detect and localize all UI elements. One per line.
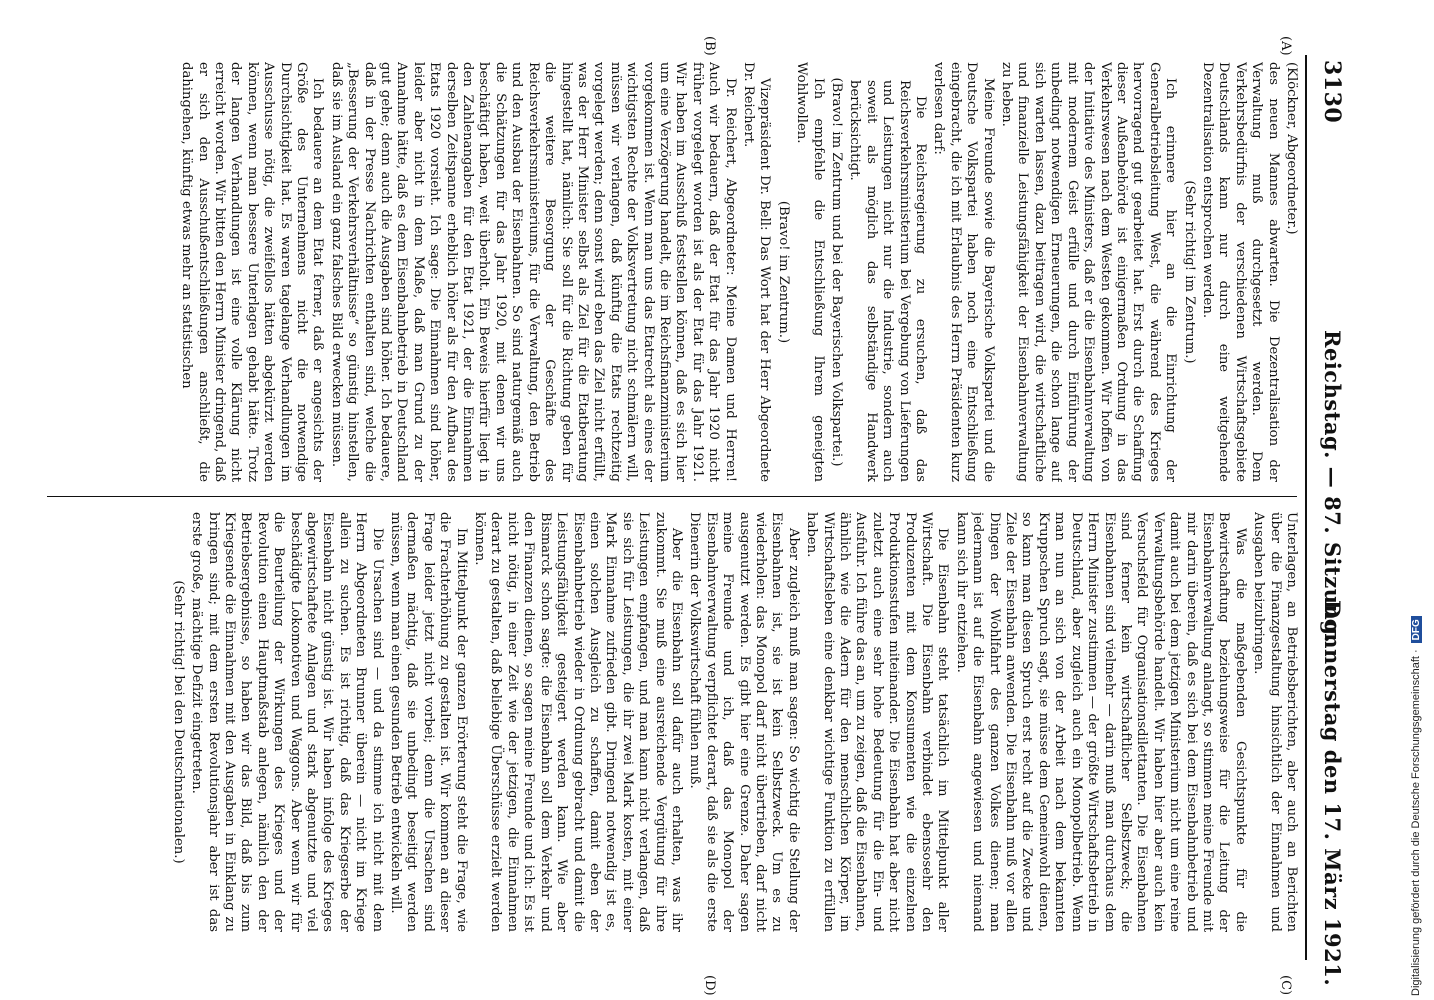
left-text-column <box>39 62 1299 482</box>
resolution-quote: Die Reichsregierung zu ersuchen, daß das Reichsverkehrsministerium bei Vergebung von Lieferungen und Leistungen nicht nur die Industrie, sondern auch soweit als möglich das selbständige Handwerk berücksichtigt. <box>847 80 929 482</box>
interjection: (Sehr richtig! bei den Deutschnationalen.) <box>170 580 186 864</box>
paragraph: Was die maßgebenden Gesichtspunkte für die Bewirtschaftung beziehungsweise für die Leitung der Eisenbahnverwaltung anlangt, so stimmen meine Freunde mit mir darin überein, daß es sich bei dem Eisenbahnbetrieb und damit auch bei dem jetzigen Ministerium nicht um eine reine Verwaltungsbehörde handelt. Wir haben hier aber auch kein Versuchsfeld für Organisationsdilettanten. Die Eisenbahnen sind ferner kein wirtschaftlicher Selbstzweck; die Eisenbahnen sind vielmehr — darin muß man durchaus dem Herrn Minister zustimmen — der größte Wirtschaftsbetrieb in Deutschland, aber zugleich auch ein Monopolbetrieb. Wenn man nun an sich von der Arbeit nach dem bekannten Kruppschen Spruch sagt, sie müsse dem Gemeinwohl dienen, so kann man diesen Spruch erst recht auf die Zwecke und Ziele der Eisenbahn anwenden. Die Eisenbahn muß vor allen Dingen der Wohlfahrt des ganzen Volkes dienen; man jedermann ist auf die Eisenbahn angewiesen und niemand kann sich ihr entziehen. <box>953 512 1248 932</box>
paragraph: Aber zugleich muß man sagen: So wichtig die Stellung der Eisenbahnen ist, sie ist kein Selbstzweck. Um es zu wiederholen: das Monopol darf nicht übertrieben, darf nicht ausgenutzt werden. Es gibt hier eine Grenze. Daher sagen meine Freunde und ich, daß das Monopol der Eisenbahnverwaltung verpflichtet derart, daß sie als die erste Dienerin der Volkswirtschaft fühlen muß. <box>687 512 801 932</box>
digitization-text: Digitalisierung gefördert durch die Deutsche Forschungsgemeinschaft · <box>1410 649 1422 996</box>
paragraph: Ich erinnere hier an die Einrichtung der Generalbetriebsleitung West, die während des Krieges hervorragend gut gearbeitet hat. Erst durch die Schaffung dieser Außenbehörde ist einigermaßen Ordnung in das Verkehrswesen nach dem Westen gekommen. Wir hoffen von der Initiative des Ministers, daß er die Eisenbahnverwaltung mit modernem Geist erfülle und durch Einführung der unbedingt notwendigen Erneuerungen, die schon lange auf sich warten lassen, dazu beitragen wird, die wirtschaftliche und finanzielle Leistungsfähigkeit der Eisenbahnverwaltung zu heben. <box>999 62 1179 482</box>
session-date: Donnerstag den 17. März 1921. <box>1320 600 1345 987</box>
paragraph: Die Ursachen sind — und da stimme ich nicht mit dem Herrn Abgeordneten Brunner überein — nicht im Kriege allein zu suchen. Es ist richtig, daß das Kriegserbe der Eisenbahn nicht günstig ist. Wir haben infolge des Krieges abgewirtschaftete Anlagen und stark abgenutzte und viel beschädigte Lokomotiven und Waggons. Aber wenn wir für die Beurteilung der Wirkungen des Krieges und der Revolution einen Hauptmaßstab anlegen, nämlich den der Betriebsergebnisse, so haben wir das Bild, daß bis zum Kriegsende die Einnahmen mit den Ausgaben in Einklang zu bringen sind; mit dem ersten Revolutionsjahr aber ist das erste große, mächtige Defizit eingetreten. <box>189 512 385 932</box>
speech-paragraph: Dr. Reichert, Abgeordneter: Meine Damen und Herren! Auch wir bedauern, daß der Etat für das Jahr 1920 nicht früher vorgelegt worden ist als der Etat für das Jahr 1921. Wir haben im Ausschuß feststellen können, daß es sich hier um eine Verzögerung handelt, die im Reichsfinanzministerium vorgekommen ist. Wenn man uns das Etatrecht als eines der wichtigsten Rechte der Volksvertretung nicht schmälern will, müssen wir verlangen, daß künftig die Etats rechtzeitig vorgelegt werden; denn sonst wird eben das Ziel nicht erfüllt, was der Herr Minister selbst als Ziel für die Etatberatung hingestellt hat, nämlich: Sie soll für die Richtung geben für die weitere Besorgung der Geschäfte des Reichsverkehrsministeriums, für die Verwaltung, den Betrieb und den Ausbau der Eisenbahnen. So sind naturgemäß auch die Schätzungen für das Jahr 1920, mit denen wir uns beschäftigt haben, weit überholt. Ein Beweis hierfür liegt in den Zahlenangaben für den Etat 1921, der die Einnahmen derselben Zeitspanne erheblich höher als für den Aufbau des Etats 1920 vorsieht. Ich sage: Die Einnahmen sind höher, leider aber nicht in dem Maße, daß man Grund zu der Annahme hätte, daß es dem Eisenbahnbetrieb in Deutschland gut gehe; denn auch die Ausgaben sind höher. Ich bedauere, daß in der Presse Nachrichten enthalten sind, welche die „Besserung der Verkehrsverhältnisse“ so günstig hinstellen, daß sie im Ausland ein ganz falsches Bild erwecken müssen. <box>328 62 738 482</box>
paragraph: des neuen Mannes abwarten. Die Dezentralisation der Verwaltung muß durchgesetzt werden. Dem Verkehrsbedürfnis der verschiedenen Wirtschaftsgebiete Deutschlands kann nur durch eine weitgehende Dezentralisation entsprochen werden. <box>1199 62 1281 482</box>
margin-marker-d: (D) <box>702 975 717 996</box>
digitization-note <box>1410 6 1428 996</box>
session-title: Reichstag. — 87. Sitzung. <box>1320 330 1345 644</box>
margin-marker-a: (A) <box>1278 36 1293 56</box>
paragraph: Unterlagen, an Betriebsberichten, aber auch an Berichten über die Finanzgestaltung hinsichtlich der Einnahmen und Ausgaben beizubringen. <box>1251 512 1299 932</box>
margin-marker-b: (B) <box>702 36 717 56</box>
paragraph: Die Eisenbahn steht tatsächlich im Mittelpunkt aller Wirtschaft. Die Eisenbahn verbindet ebensosehr den Produzenten mit dem Konsumenten wie die einzelnen Produktionsstufen miteinander. Die Eisenbahn hat aber nicht zuletzt auch eine sehr hohe Bedeutung für die Ein- und Ausfuhr. Ich führe das an, um zu zeigen, daß die Eisenbahnen, ähnlich wie die Adern für den menschlichen Körper, im Wirtschaftsleben eine denkbar wichtige Funktion zu erfüllen haben. <box>804 512 951 932</box>
right-text-column <box>39 512 1299 932</box>
speaker-note: (Klöckner, Abgeordneter.) <box>1284 62 1299 235</box>
margin-marker-c: (C) <box>1278 975 1293 996</box>
speech-paragraph: Ich bedauere an dem Etat ferner, daß er angesichts der Größe des Unternehmens nicht die notwendige Durchsichtigkeit hat. Es waren tagelange Verhandlungen im Ausschusse nötig, die zweifellos hätten abgekürzt werden können, wenn man bessere Unterlagen gehabt hätte. Trotz der langen Verhandlungen ist eine volle Klärung nicht erreicht worden. Wir bitten den Herrn Minister dringend, daß er sich den Ausschußentschließungen anschließt, die dahingehen, künftig etwas mehr an statistischen <box>179 62 326 482</box>
interjection: (Sehr richtig! im Zentrum.) <box>1181 180 1197 364</box>
header-rule <box>1305 55 1307 960</box>
paragraph: Aber die Eisenbahn soll dafür auch erhalten, was ihr zukommt. Sie muß eine ausreichende Vergütung für ihre Leistungen empfangen, und man kann nicht verlangen, daß sie sich für Leistungen, die ihr zwei Mark kosten, mit einer Mark Einnahme zufrieden gibt. Dringend notwendig ist es, einen solchen Ausgleich zu schaffen, damit eben der Eisenbahnbetrieb wieder in Ordnung gebracht und damit die Leistungsfähigkeit gesteigert werden kann. Wie aber Bismarck schon sagte: die Eisenbahn soll dem Verkehr und den Finanzen dienen, so sagen meine Freunde und ich: Es ist nicht nötig, in einer Zeit wie der jetzigen, die Einnahmen derart zu gestalten, daß beliebige Überschüsse erzielt werden können. <box>472 512 684 932</box>
interjection: (Bravo! im Zentrum und bei der Bayerischen Volkspartei.) <box>829 77 845 467</box>
dfg-logo: DFG <box>1411 616 1422 643</box>
column-divider <box>47 496 1297 497</box>
chair-remark: Vizepräsident Dr. Bell: Das Wort hat der Herr Abgeordnete Dr. Reichert. <box>741 62 773 482</box>
scanned-page <box>5 0 1385 1000</box>
interjection: (Bravo! im Zentrum.) <box>775 200 791 344</box>
paragraph: Im Mittelpunkt der ganzen Erörterung steht die Frage, wie die Frachterhöhung zu gestalten ist. Wir kommen an dieser Frage leider jetzt nicht vorbei; denn die Ursachen sind dermaßen mächtig, daß sie unbedingt beseitigt werden müssen, wenn man einen gesunden Betrieb entwickeln will. <box>388 512 469 932</box>
paragraph: Ich empfehle die Entschließung Ihrem geneigten Wohlwollen. <box>794 62 826 482</box>
page-number: 3130 <box>1319 60 1345 124</box>
paragraph: Meine Freunde sowie die Bayerische Volkspartei und die Deutsche Volkspartei haben noch eine Entschließung eingebracht, die ich mit Erlaubnis des Herrn Präsidenten kurz verlesen darf: <box>931 62 996 482</box>
